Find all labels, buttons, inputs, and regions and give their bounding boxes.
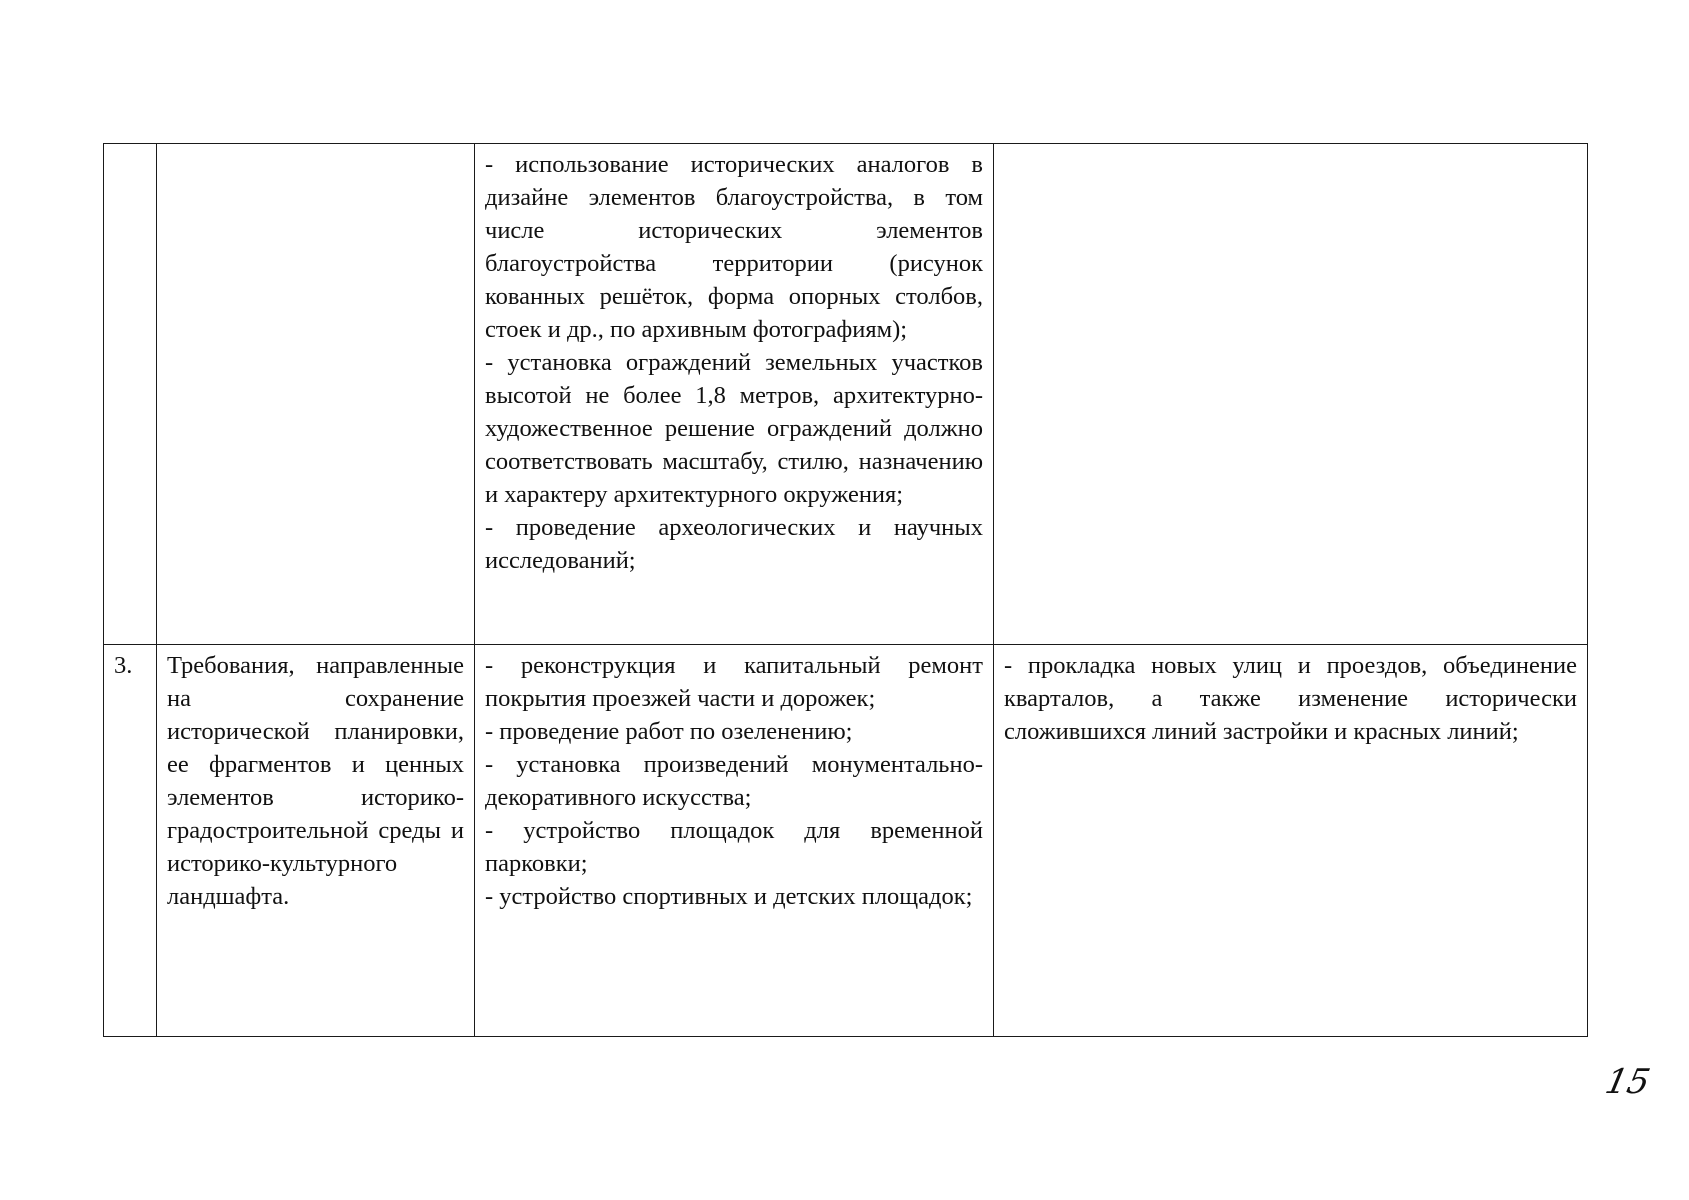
row-number-cell — [104, 144, 157, 645]
prohibited-cell — [994, 144, 1588, 645]
requirement-cell — [157, 645, 475, 1037]
allowed-item: - установка произведений монументально-декоративного искусства; — [485, 751, 983, 811]
requirement-cell — [157, 144, 475, 645]
prohibited-item: - прокладка новых улиц и проездов, объединение кварталов, а также изменение исторически сложившихся линий застройки и красных линий; — [1004, 652, 1577, 745]
allowed-cell — [475, 144, 994, 645]
table-row — [104, 645, 1588, 1037]
allowed-item: - устройство спортивных и детских площадок; — [485, 883, 973, 910]
table-row — [104, 144, 1588, 645]
row-number: 3. — [114, 652, 133, 679]
allowed-item: - проведение археологических и научных исследований; — [485, 514, 983, 574]
allowed-cell — [475, 645, 994, 1037]
allowed-item: - проведение работ по озеленению; — [485, 718, 853, 745]
page-number: 15 — [1601, 1062, 1654, 1102]
requirements-table — [103, 143, 1588, 1037]
requirement-text: Требования, направленные на сохранение исторической планировки, ее фрагментов и ценных элементов историко-градостроительной среды и историко-культурного ландшафта. — [167, 652, 464, 910]
allowed-item: - использование исторических аналогов в дизайне элементов благоустройства, в том числе исторических элементов благоустройства территории (рисунок кованных решёток, форма опорных столбов, стоек и др., по архивным фотографиям); — [485, 151, 983, 343]
allowed-item: - установка ограждений земельных участков высотой не более 1,8 метров, архитектурно-художественное решение ограждений должно соответствовать масштабу, стилю, назначению и характеру архитектурного окружения; — [485, 349, 983, 508]
row-number-cell — [104, 645, 157, 1037]
allowed-item: - устройство площадок для временной парковки; — [485, 817, 983, 877]
prohibited-cell — [994, 645, 1588, 1037]
allowed-item: - реконструкция и капитальный ремонт покрытия проезжей части и дорожек; — [485, 652, 983, 712]
